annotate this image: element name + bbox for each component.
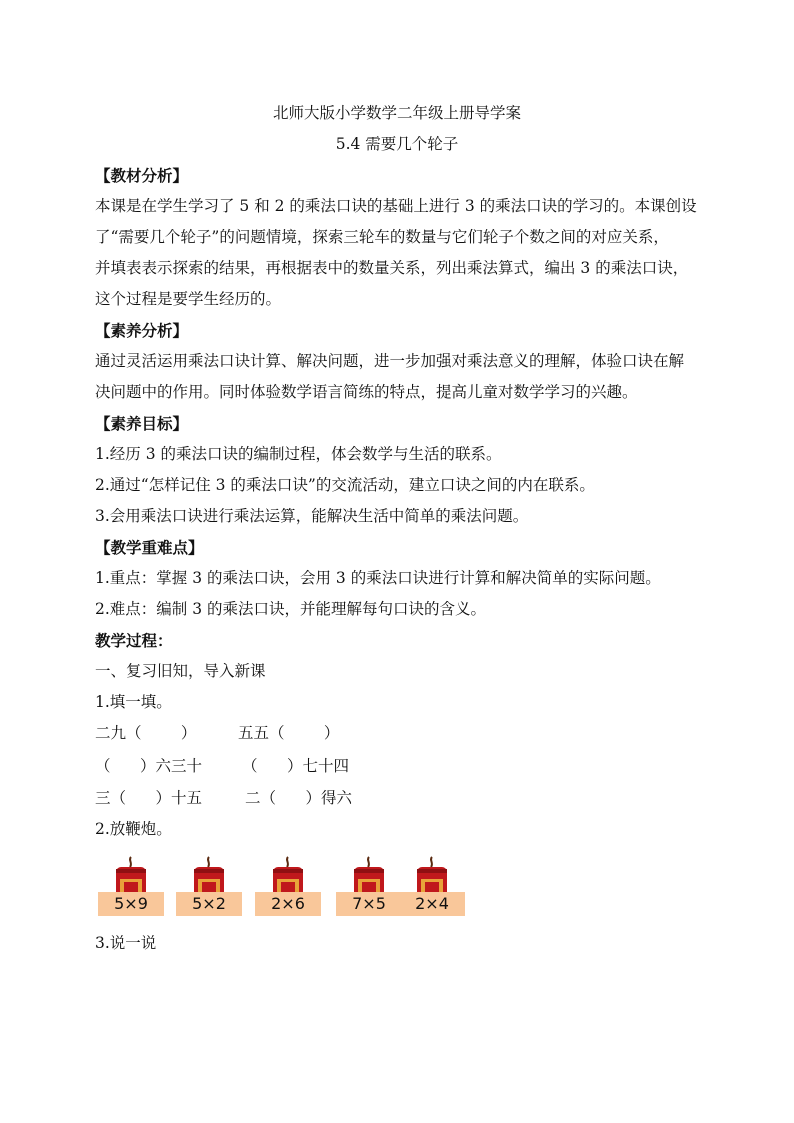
literacy-line: 决问题中的作用。同时体验数学语言简练的特点，提高儿童对数学学习的兴趣。 bbox=[95, 383, 638, 401]
literacy-heading: 【素养分析】 bbox=[95, 321, 189, 340]
literacy-line: 通过灵活运用乘法口诀计算、解决问题，进一步加强对乘法意义的理解，体验口诀在解 bbox=[95, 352, 685, 370]
process-heading: 教学过程： bbox=[95, 631, 173, 650]
key-points-heading: 【教学重难点】 bbox=[95, 538, 204, 557]
goal-item: 1.经历 3 的乘法口诀的编制过程，体会数学与生活的联系。 bbox=[95, 445, 502, 463]
fill-blank-item: （ ）六三十 bbox=[95, 757, 203, 775]
goals-heading: 【素养目标】 bbox=[95, 414, 189, 433]
fill-blank-item: 二九（ ） bbox=[95, 724, 197, 742]
material-line: 了“需要几个轮子”的问题情境，探索三轮车的数量与它们轮子个数之间的对应关系， bbox=[95, 228, 669, 246]
fill-blank-item: 二（ ）得六 bbox=[245, 789, 353, 807]
material-line: 并填表表示探索的结果，再根据表中的数量关系，列出乘法算式，编出 3 的乘法口诀， bbox=[95, 259, 689, 277]
lesson-subtitle: 5.4 需要几个轮子 bbox=[335, 135, 459, 153]
firecracker-label: 2×4 bbox=[399, 892, 465, 916]
goal-item: 3.会用乘法口诀进行乘法运算，能解决生活中简单的乘法问题。 bbox=[95, 507, 529, 525]
task-fill-in: 1.填一填。 bbox=[95, 693, 172, 711]
goal-item: 2.通过“怎样记住 3 的乘法口诀”的交流活动，建立口诀之间的内在联系。 bbox=[95, 476, 595, 494]
material-line: 这个过程是要学生经历的。 bbox=[95, 290, 282, 308]
process-part-title: 一、复习旧知，导入新课 bbox=[95, 662, 266, 680]
firecracker-label: 7×5 bbox=[336, 892, 402, 916]
task-say: 3.说一说 bbox=[95, 934, 157, 952]
firecracker bbox=[399, 855, 465, 917]
firecracker bbox=[336, 855, 402, 917]
task-firecrackers: 2.放鞭炮。 bbox=[95, 820, 172, 838]
firecracker bbox=[176, 855, 242, 917]
firecracker-label: 2×6 bbox=[255, 892, 321, 916]
material-line: 本课是在学生学习了 5 和 2 的乘法口诀的基础上进行 3 的乘法口诀的学习的。本课创设 bbox=[95, 197, 697, 215]
fill-blank-item: 三（ ）十五 bbox=[95, 789, 203, 807]
fill-blank-item: （ ）七十四 bbox=[242, 757, 350, 775]
firecracker-label: 5×9 bbox=[98, 892, 164, 916]
key-point-item: 1.重点：掌握 3 的乘法口诀，会用 3 的乘法口诀进行计算和解决简单的实际问题。 bbox=[95, 569, 661, 587]
firecracker bbox=[255, 855, 321, 917]
firecracker-label: 5×2 bbox=[176, 892, 242, 916]
fill-blank-item: 五五（ ） bbox=[238, 724, 340, 742]
document-title: 北师大版小学数学二年级上册导学案 bbox=[272, 104, 521, 122]
firecracker bbox=[98, 855, 164, 917]
key-point-item: 2.难点：编制 3 的乘法口诀，并能理解每句口诀的含义。 bbox=[95, 600, 487, 618]
material-heading: 【教材分析】 bbox=[95, 166, 189, 185]
